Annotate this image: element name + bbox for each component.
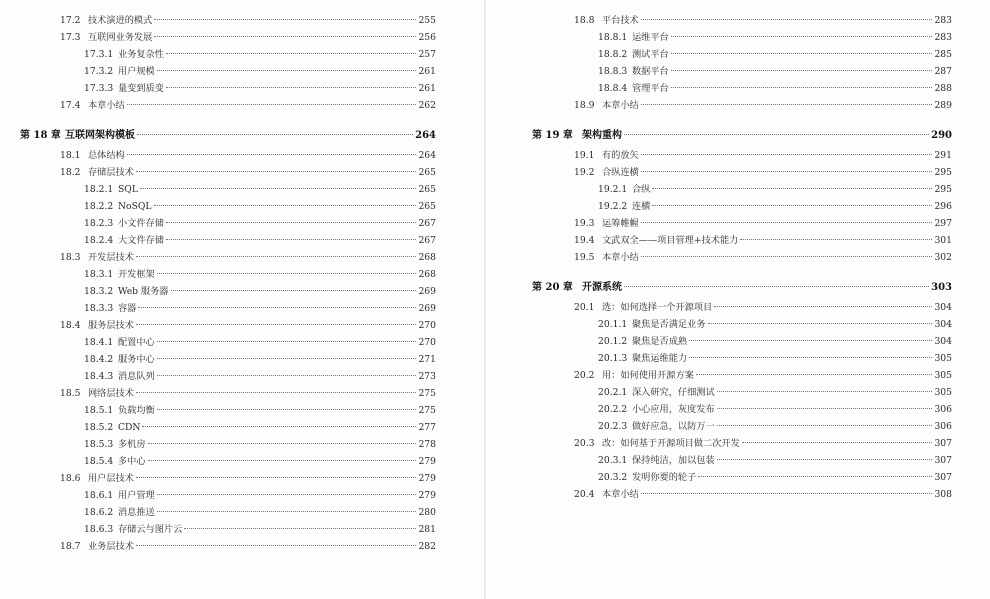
toc-entry-page-number: 295 xyxy=(934,184,952,195)
toc-entry-number: 18.3 xyxy=(60,252,81,263)
toc-entry-page-number: 297 xyxy=(934,218,952,229)
toc-entry xyxy=(574,232,952,249)
toc-entry-title: 运筹帷幄 xyxy=(602,218,639,229)
toc-entry-number: 18.2.1 xyxy=(84,184,114,195)
toc-dot-leader xyxy=(166,222,417,223)
toc-entry-title: NoSQL xyxy=(118,201,152,212)
toc-entry-number: 20.1 xyxy=(574,302,595,313)
toc-entry xyxy=(84,504,436,521)
toc-dot-leader xyxy=(136,171,417,172)
toc-entry-number: 17.3.3 xyxy=(84,83,114,94)
toc-entry-page-number: 262 xyxy=(418,100,436,111)
toc-entry-page-number: 268 xyxy=(418,252,436,263)
toc-dot-leader xyxy=(714,306,932,307)
toc-entry-title: 改：如何基于开源项目做二次开发 xyxy=(602,438,740,449)
toc-entry-number: 17.2 xyxy=(60,15,81,26)
toc-entry-page-number: 290 xyxy=(931,130,952,141)
toc-entry-number: 18.9 xyxy=(574,100,595,111)
toc-dot-leader xyxy=(689,357,932,358)
toc-entry xyxy=(84,266,436,283)
toc-entry-title: 保持纯洁，加以包装 xyxy=(632,455,715,466)
toc-entry-page-number: 279 xyxy=(418,473,436,484)
toc-entry-number: 20.3 xyxy=(574,438,595,449)
toc-dot-leader xyxy=(166,53,417,54)
toc-entry xyxy=(598,316,952,333)
toc-entry xyxy=(60,317,436,334)
toc-entry-number: 18.1 xyxy=(60,150,81,161)
toc-entry xyxy=(84,487,436,504)
toc-entry-page-number: 269 xyxy=(418,286,436,297)
toc-entry xyxy=(84,300,436,317)
toc-entry-number: 18.6 xyxy=(60,473,81,484)
toc-entry-page-number: 308 xyxy=(934,489,952,500)
toc-entry xyxy=(60,12,436,29)
toc-entry-page-number: 304 xyxy=(934,302,952,313)
toc-dot-leader xyxy=(671,70,933,71)
toc-entry-page-number: 301 xyxy=(934,235,952,246)
toc-entry-number: 19.4 xyxy=(574,235,595,246)
toc-dot-leader xyxy=(171,290,417,291)
toc-entry xyxy=(84,453,436,470)
toc-entry xyxy=(84,334,436,351)
toc-entry-number: 19.1 xyxy=(574,150,595,161)
toc-chapter-entry xyxy=(532,279,952,296)
toc-entry-title: 配置中心 xyxy=(118,337,155,348)
toc-entry-page-number: 277 xyxy=(418,422,436,433)
toc-entry-title: Web 服务器 xyxy=(118,286,169,297)
toc-entry-page-number: 269 xyxy=(418,303,436,314)
toc-entry-page-number: 273 xyxy=(418,371,436,382)
toc-entry xyxy=(60,29,436,46)
toc-entry-number: 18.2.3 xyxy=(84,218,114,229)
toc-entry-title: 连横 xyxy=(632,201,651,212)
toc-entry xyxy=(598,469,952,486)
toc-entry xyxy=(84,419,436,436)
toc-entry-title: 多中心 xyxy=(118,456,146,467)
toc-entry-page-number: 288 xyxy=(934,83,952,94)
toc-entry-number: 18.2 xyxy=(60,167,81,178)
toc-entry-page-number: 267 xyxy=(418,235,436,246)
toc-entry-title: 本章小结 xyxy=(602,252,639,263)
toc-entry xyxy=(574,367,952,384)
toc-entry-number: 20.3.1 xyxy=(598,455,628,466)
toc-dot-leader xyxy=(708,323,933,324)
toc-entry-title: 存储层技术 xyxy=(88,167,134,178)
toc-dot-leader xyxy=(136,324,417,325)
toc-entry-title: 管理平台 xyxy=(632,83,669,94)
toc-dot-leader xyxy=(136,545,417,546)
toc-entry-number: 18.3.1 xyxy=(84,269,114,280)
toc-dot-leader xyxy=(717,391,933,392)
toc-entry-title: 量变到质变 xyxy=(118,83,164,94)
toc-entry-number: 19.3 xyxy=(574,218,595,229)
toc-entry-number: 18.8.3 xyxy=(598,66,628,77)
toc-entry-title: 负载均衡 xyxy=(118,405,155,416)
toc-entry-page-number: 270 xyxy=(418,320,436,331)
toc-entry xyxy=(60,249,436,266)
toc-dot-leader xyxy=(671,87,933,88)
toc-entry-page-number: 305 xyxy=(934,387,952,398)
toc-entry-title: 合纵 xyxy=(632,184,651,195)
toc-entry-title: 合纵连横 xyxy=(602,167,639,178)
toc-entry-title: SQL xyxy=(118,184,138,195)
toc-entry-number: 17.3.1 xyxy=(84,49,114,60)
toc-entry-page-number: 283 xyxy=(934,32,952,43)
toc-dot-leader xyxy=(717,459,933,460)
toc-entry-page-number: 307 xyxy=(934,455,952,466)
toc-entry-page-number: 264 xyxy=(418,150,436,161)
toc-dot-leader xyxy=(717,408,933,409)
toc-entry-page-number: 306 xyxy=(934,421,952,432)
toc-dot-leader xyxy=(671,36,933,37)
toc-entry-number: 18.3.3 xyxy=(84,303,114,314)
toc-entry xyxy=(60,470,436,487)
toc-entry-number: 19.5 xyxy=(574,252,595,263)
toc-entry-title: 业务复杂性 xyxy=(118,49,164,60)
toc-entry-page-number: 264 xyxy=(415,130,436,141)
toc-dot-leader xyxy=(157,70,417,71)
toc-entry-number: 20.4 xyxy=(574,489,595,500)
toc-dot-leader xyxy=(717,425,933,426)
toc-entry-number: 18.5.3 xyxy=(84,439,114,450)
toc-entry-number: 19.2.2 xyxy=(598,201,628,212)
toc-entry-number: 20.2.3 xyxy=(598,421,628,432)
toc-entry-title: 数据平台 xyxy=(632,66,669,77)
toc-entry-number: 18.4.2 xyxy=(84,354,114,365)
toc-entry xyxy=(574,147,952,164)
toc-entry xyxy=(84,351,436,368)
toc-entry xyxy=(84,63,436,80)
toc-entry-number: 17.3.2 xyxy=(84,66,114,77)
toc-entry xyxy=(598,63,952,80)
toc-entry-page-number: 302 xyxy=(934,252,952,263)
toc-entry-page-number: 255 xyxy=(418,15,436,26)
toc-entry xyxy=(84,80,436,97)
toc-dot-leader xyxy=(140,188,417,189)
toc-dot-leader xyxy=(652,188,932,189)
toc-dot-leader xyxy=(641,171,933,172)
toc-entry-number: 17.4 xyxy=(60,100,81,111)
toc-page-left xyxy=(0,0,484,599)
toc-entry-number: 18.8.1 xyxy=(598,32,628,43)
toc-entry-page-number: 279 xyxy=(418,456,436,467)
toc-dot-leader xyxy=(157,273,417,274)
toc-dot-leader xyxy=(154,36,416,37)
toc-entry-number: 第 20 章 xyxy=(532,282,573,293)
toc-dot-leader xyxy=(148,443,417,444)
toc-entry-title: 小心应用，灰度发布 xyxy=(632,404,715,415)
toc-entry-number: 18.4 xyxy=(60,320,81,331)
toc-entry xyxy=(84,436,436,453)
toc-entry-number: 18.4.3 xyxy=(84,371,114,382)
toc-entry-page-number: 289 xyxy=(934,100,952,111)
toc-entry-page-number: 261 xyxy=(418,83,436,94)
toc-dot-leader xyxy=(641,154,933,155)
toc-entry xyxy=(60,385,436,402)
toc-dot-leader xyxy=(184,528,416,529)
toc-entry-title: 用户规模 xyxy=(118,66,155,77)
toc-page-right xyxy=(486,0,990,599)
toc-entry-page-number: 287 xyxy=(934,66,952,77)
toc-dot-leader xyxy=(157,341,417,342)
toc-entry-number: 第 18 章 xyxy=(20,130,61,141)
toc-entry xyxy=(84,232,436,249)
toc-dot-leader xyxy=(154,205,417,206)
toc-entry-page-number: 295 xyxy=(934,167,952,178)
toc-dot-leader xyxy=(696,374,933,375)
toc-entry-title: 服务中心 xyxy=(118,354,155,365)
toc-entry-page-number: 303 xyxy=(931,282,952,293)
toc-entry-number: 18.7 xyxy=(60,541,81,552)
toc-entry-page-number: 278 xyxy=(418,439,436,450)
toc-entry-number: 第 19 章 xyxy=(532,130,573,141)
toc-entry xyxy=(598,46,952,63)
toc-entry-title: 开发层技术 xyxy=(88,252,134,263)
toc-dot-leader xyxy=(742,442,933,443)
toc-entry xyxy=(574,249,952,266)
toc-dot-leader xyxy=(652,205,932,206)
toc-entry-page-number: 270 xyxy=(418,337,436,348)
toc-entry xyxy=(574,486,952,503)
toc-entry-title: 开源系统 xyxy=(582,282,622,293)
toc-entry-title: 平台技术 xyxy=(602,15,639,26)
toc-entry-number: 18.5.2 xyxy=(84,422,114,433)
toc-dot-leader xyxy=(154,19,416,20)
toc-dot-leader xyxy=(142,426,416,427)
toc-entry-number: 18.5.1 xyxy=(84,405,114,416)
toc-entry xyxy=(598,29,952,46)
toc-entry xyxy=(84,215,436,232)
toc-entry-title: 发明你要的轮子 xyxy=(632,472,697,483)
toc-entry-number: 20.2.2 xyxy=(598,404,628,415)
toc-entry-title: 本章小结 xyxy=(602,100,639,111)
toc-entry xyxy=(598,452,952,469)
toc-entry-title: 互联网架构模板 xyxy=(65,130,135,141)
toc-entry-number: 18.3.2 xyxy=(84,286,114,297)
toc-entry-number: 18.6.2 xyxy=(84,507,114,518)
toc-entry xyxy=(84,198,436,215)
toc-entry xyxy=(574,215,952,232)
toc-entry xyxy=(60,147,436,164)
toc-entry-title: 技术演进的模式 xyxy=(88,15,153,26)
toc-entry-page-number: 261 xyxy=(418,66,436,77)
toc-entry-page-number: 279 xyxy=(418,490,436,501)
toc-dot-leader xyxy=(157,511,417,512)
toc-entry-title: 消息队列 xyxy=(118,371,155,382)
toc-entry-number: 19.2 xyxy=(574,167,595,178)
toc-entry-number: 18.6.1 xyxy=(84,490,114,501)
toc-dot-leader xyxy=(148,460,417,461)
toc-entry-number: 18.2.4 xyxy=(84,235,114,246)
toc-entry xyxy=(574,164,952,181)
toc-entry-number: 20.1.2 xyxy=(598,336,628,347)
toc-entry-page-number: 268 xyxy=(418,269,436,280)
toc-entry-page-number: 306 xyxy=(934,404,952,415)
toc-entry-page-number: 304 xyxy=(934,319,952,330)
toc-entry-title: 互联网业务发展 xyxy=(88,32,153,43)
toc-dot-leader xyxy=(641,222,933,223)
toc-entry xyxy=(60,164,436,181)
toc-entry-number: 18.5.4 xyxy=(84,456,114,467)
toc-entry-page-number: 282 xyxy=(418,541,436,552)
toc-dot-leader xyxy=(157,494,417,495)
toc-dot-leader xyxy=(641,256,933,257)
toc-entry xyxy=(84,181,436,198)
toc-entry xyxy=(598,80,952,97)
toc-dot-leader xyxy=(127,154,417,155)
toc-dot-leader xyxy=(157,409,417,410)
toc-dot-leader xyxy=(157,375,417,376)
toc-dot-leader xyxy=(624,286,929,287)
toc-entry-number: 20.2 xyxy=(574,370,595,381)
toc-entry-number: 18.8.4 xyxy=(598,83,628,94)
toc-entry-title: CDN xyxy=(118,422,141,433)
toc-entry-title: 深入研究，仔细测试 xyxy=(632,387,715,398)
toc-entry xyxy=(574,435,952,452)
toc-entry xyxy=(574,97,952,114)
toc-dot-leader xyxy=(641,19,933,20)
toc-entry-title: 用户层技术 xyxy=(88,473,134,484)
toc-entry-title: 聚焦运维能力 xyxy=(632,353,688,364)
toc-entry xyxy=(60,538,436,555)
toc-entry-page-number: 283 xyxy=(934,15,952,26)
toc-dot-leader xyxy=(138,307,416,308)
toc-entry-number: 18.4.1 xyxy=(84,337,114,348)
toc-dot-leader xyxy=(641,104,933,105)
toc-chapter-entry xyxy=(532,127,952,144)
toc-entry xyxy=(574,299,952,316)
toc-entry xyxy=(598,198,952,215)
toc-entry-title: 消息推送 xyxy=(118,507,155,518)
toc-entry-page-number: 256 xyxy=(418,32,436,43)
toc-entry-number: 18.6.3 xyxy=(84,524,114,535)
toc-entry-page-number: 271 xyxy=(418,354,436,365)
toc-entry-number: 18.8 xyxy=(574,15,595,26)
toc-dot-leader xyxy=(689,340,932,341)
toc-entry-number: 20.1.1 xyxy=(598,319,628,330)
toc-entry-title: 容器 xyxy=(118,303,137,314)
toc-entry-title: 存储云与图片云 xyxy=(118,524,183,535)
toc-entry-title: 聚焦是否成熟 xyxy=(632,336,688,347)
toc-entry-page-number: 291 xyxy=(934,150,952,161)
toc-entry xyxy=(84,46,436,63)
toc-entry-title: 本章小结 xyxy=(88,100,125,111)
toc-entry-page-number: 265 xyxy=(418,184,436,195)
toc-dot-leader xyxy=(166,87,417,88)
toc-entry-page-number: 307 xyxy=(934,438,952,449)
toc-dot-leader xyxy=(698,476,932,477)
toc-entry-title: 开发框架 xyxy=(118,269,155,280)
toc-entry xyxy=(598,181,952,198)
toc-entry xyxy=(84,402,436,419)
toc-entry-title: 运维平台 xyxy=(632,32,669,43)
toc-entry-page-number: 275 xyxy=(418,388,436,399)
toc-entry-title: 大文件存储 xyxy=(118,235,164,246)
toc-dot-leader xyxy=(740,239,932,240)
toc-entry-title: 服务层技术 xyxy=(88,320,134,331)
toc-dot-leader xyxy=(157,358,417,359)
toc-dot-leader xyxy=(136,392,417,393)
toc-dot-leader xyxy=(127,104,417,105)
toc-entry-number: 20.1.3 xyxy=(598,353,628,364)
toc-entry-title: 聚焦是否满足业务 xyxy=(632,319,706,330)
toc-entry-title: 小文件存储 xyxy=(118,218,164,229)
toc-entry-title: 业务层技术 xyxy=(88,541,134,552)
toc-dot-leader xyxy=(137,134,413,135)
toc-entry-page-number: 304 xyxy=(934,336,952,347)
toc-entry-title: 总体结构 xyxy=(88,150,125,161)
toc-entry-title: 多机房 xyxy=(118,439,146,450)
toc-dot-leader xyxy=(671,53,933,54)
toc-entry-page-number: 267 xyxy=(418,218,436,229)
toc-entry xyxy=(598,384,952,401)
toc-entry-number: 18.8.2 xyxy=(598,49,628,60)
toc-dot-leader xyxy=(166,239,417,240)
toc-entry xyxy=(574,12,952,29)
toc-entry-title: 选：如何选择一个开源项目 xyxy=(602,302,713,313)
toc-dot-leader xyxy=(624,134,929,135)
toc-dot-leader xyxy=(641,493,933,494)
toc-entry-page-number: 265 xyxy=(418,167,436,178)
toc-entry-title: 用：如何使用开源方案 xyxy=(602,370,694,381)
toc-entry-page-number: 305 xyxy=(934,370,952,381)
toc-entry-page-number: 280 xyxy=(418,507,436,518)
toc-entry-title: 本章小结 xyxy=(602,489,639,500)
toc-entry-title: 有的放矢 xyxy=(602,150,639,161)
toc-entry-title: 用户管理 xyxy=(118,490,155,501)
toc-dot-leader xyxy=(136,477,417,478)
toc-entry-page-number: 307 xyxy=(934,472,952,483)
toc-entry-number: 19.2.1 xyxy=(598,184,628,195)
toc-entry-number: 18.2.2 xyxy=(84,201,114,212)
toc-chapter-entry xyxy=(20,127,436,144)
toc-entry-title: 网络层技术 xyxy=(88,388,134,399)
toc-entry-page-number: 265 xyxy=(418,201,436,212)
toc-entry-title: 测试平台 xyxy=(632,49,669,60)
toc-entry xyxy=(60,97,436,114)
toc-entry-page-number: 275 xyxy=(418,405,436,416)
toc-entry-number: 18.5 xyxy=(60,388,81,399)
toc-entry-page-number: 296 xyxy=(934,201,952,212)
toc-entry xyxy=(84,368,436,385)
toc-entry xyxy=(84,521,436,538)
toc-entry-title: 做好应急，以防万一 xyxy=(632,421,715,432)
toc-entry-page-number: 281 xyxy=(418,524,436,535)
toc-entry-page-number: 285 xyxy=(934,49,952,60)
toc-dot-leader xyxy=(136,256,417,257)
toc-entry xyxy=(598,350,952,367)
toc-entry xyxy=(598,401,952,418)
toc-entry-title: 架构重构 xyxy=(582,130,622,141)
toc-entry-page-number: 257 xyxy=(418,49,436,60)
toc-entry-number: 20.3.2 xyxy=(598,472,628,483)
toc-entry-number: 20.2.1 xyxy=(598,387,628,398)
toc-entry xyxy=(84,283,436,300)
toc-entry xyxy=(598,333,952,350)
toc-entry-title: 文武双全——项目管理+技术能力 xyxy=(602,235,739,246)
toc-entry-number: 17.3 xyxy=(60,32,81,43)
toc-entry-page-number: 305 xyxy=(934,353,952,364)
toc-entry xyxy=(598,418,952,435)
